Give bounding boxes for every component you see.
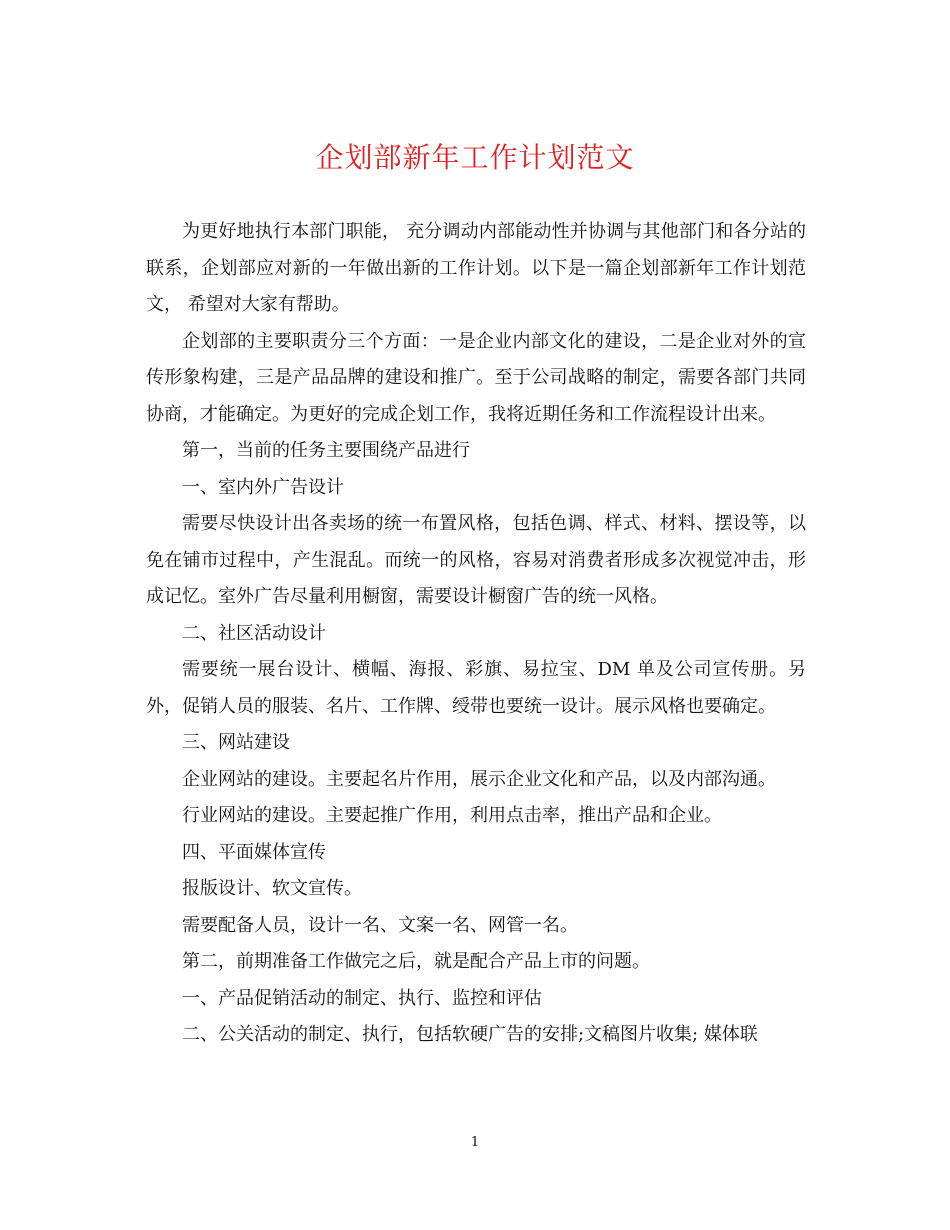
subheading-advertising: 一、室内外广告设计 — [182, 476, 344, 498]
paragraph-community: 需要统一展台设计、横幅、海报、彩旗、易拉宝、DM 单及公司宣传册。另外，促销人员的服装、名片、工作牌、绶带也要统一设计。展示风格也要确定。 — [146, 659, 806, 717]
paragraph-company-website: 企业网站的建设。主要起名片作用，展示企业文化和产品，以及内部沟通。 — [182, 768, 776, 790]
paragraph-print-media: 报版设计、软文宣传。 — [182, 878, 362, 899]
paragraph-advertising: 需要尽快设计出各卖场的统一布置风格，包括色调、样式、材料、摆设等，以免在铺市过程中，产生混乱。而统一的风格，容易对消费者形成多次视觉冲击，形成记忆。室外广告尽量利用橱窗，需要设计橱窗广告的统一风格。 — [146, 513, 806, 607]
subheading-website: 三、网站建设 — [182, 732, 290, 753]
section-heading-first: 第一，当前的任务主要围绕产品进行 — [182, 440, 470, 461]
paragraph-staffing: 需要配备人员，设计一名、文案一名、网管一名。 — [182, 914, 578, 936]
section-heading-second: 第二，前期准备工作做完之后，就是配合产品上市的问题。 — [182, 951, 650, 972]
subheading-print-media: 四、平面媒体宣传 — [182, 841, 326, 863]
subheading-community: 二、社区活动设计 — [182, 622, 326, 644]
page-number: 1 — [470, 1135, 480, 1150]
paragraph-industry-website: 行业网站的建设。主要起推广作用，利用点击率，推出产品和企业。 — [182, 805, 722, 826]
list-item-public-relations: 二、公关活动的制定、执行，包括软硬广告的安排;文稿图片收集; 媒体联 — [182, 1024, 758, 1045]
list-item-promotion: 一、产品促销活动的制定、执行、监控和评估 — [182, 987, 542, 1009]
document-body — [146, 214, 806, 1054]
paragraph-responsibilities: 企划部的主要职责分三个方面：一是企业内部文化的建设，二是企业对外的宣传形象构建，三是产品品牌的建设和推广。至于公司战略的制定，需要各部门共同协商，才能确定。为更好的完成企划工作，我将近期任务和工作流程设计出来。 — [146, 330, 806, 425]
paragraph-intro: 为更好地执行本部门职能， 充分调动内部能动性并协调与其他部门和各分站的联系，企划部应对新的一年做出新的工作计划。以下是一篇企划部新年工作计划范文， 希望对大家有帮助。 — [146, 221, 806, 315]
document-title: 企划部新年工作计划范文 — [315, 141, 635, 174]
